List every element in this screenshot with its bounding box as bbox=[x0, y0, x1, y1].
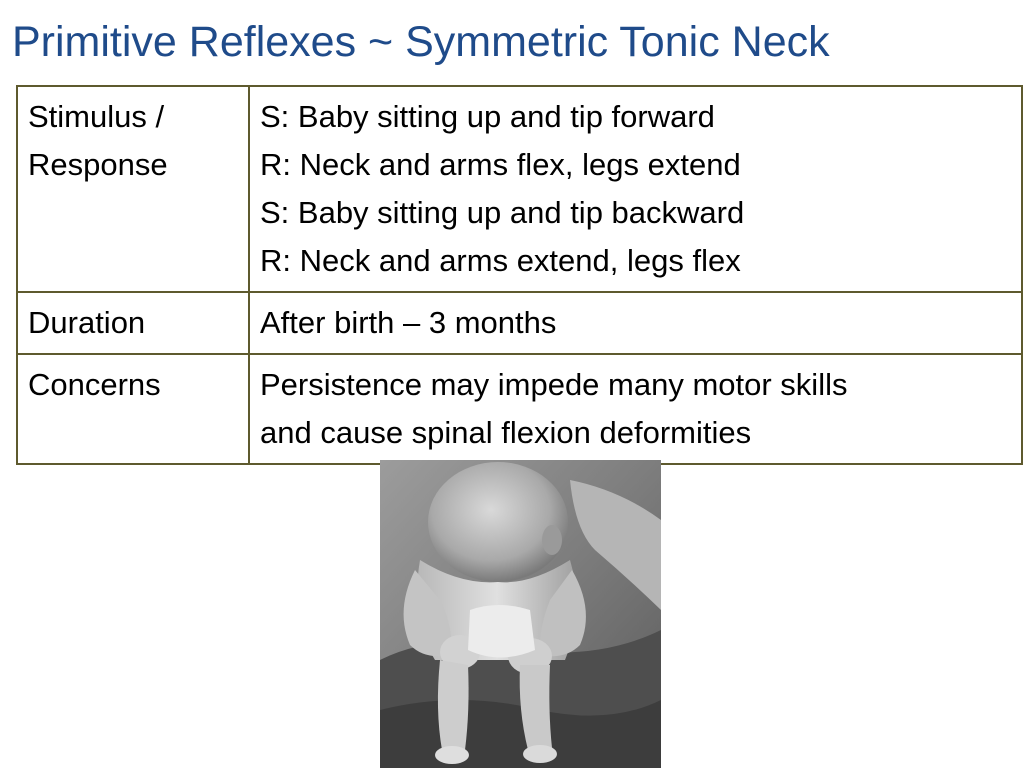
row-label-line: Response bbox=[28, 147, 168, 182]
row-value-duration bbox=[249, 292, 1022, 354]
row-value-line: After birth – 3 months bbox=[260, 305, 557, 340]
row-label-line: Concerns bbox=[28, 367, 161, 402]
row-value-concerns bbox=[249, 354, 1022, 464]
table-row-stimulus-response bbox=[17, 86, 1022, 292]
reflex-table bbox=[16, 85, 1023, 465]
baby-reflex-photo bbox=[380, 460, 661, 768]
row-value-line: S: Baby sitting up and tip backward bbox=[260, 195, 745, 230]
row-value-line: R: Neck and arms extend, legs flex bbox=[260, 243, 741, 278]
row-value-line: S: Baby sitting up and tip forward bbox=[260, 99, 715, 134]
row-value-line: and cause spinal flexion deformities bbox=[260, 415, 752, 450]
row-label-line: Stimulus / bbox=[28, 99, 165, 134]
row-label-line: Duration bbox=[28, 305, 146, 340]
table-row-concerns bbox=[17, 354, 1022, 464]
row-value-stimulus-response bbox=[249, 86, 1022, 292]
row-value-line: R: Neck and arms flex, legs extend bbox=[260, 147, 741, 182]
row-value-line: Persistence may impede many motor skills bbox=[260, 367, 848, 402]
table-row-duration bbox=[17, 292, 1022, 354]
row-label-duration bbox=[17, 292, 249, 354]
slide-title: Primitive Reflexes ~ Symmetric Tonic Neck bbox=[12, 18, 830, 66]
baby-reflex-illustration bbox=[380, 460, 661, 768]
row-label-concerns bbox=[17, 354, 249, 464]
row-label-stimulus-response bbox=[17, 86, 249, 292]
